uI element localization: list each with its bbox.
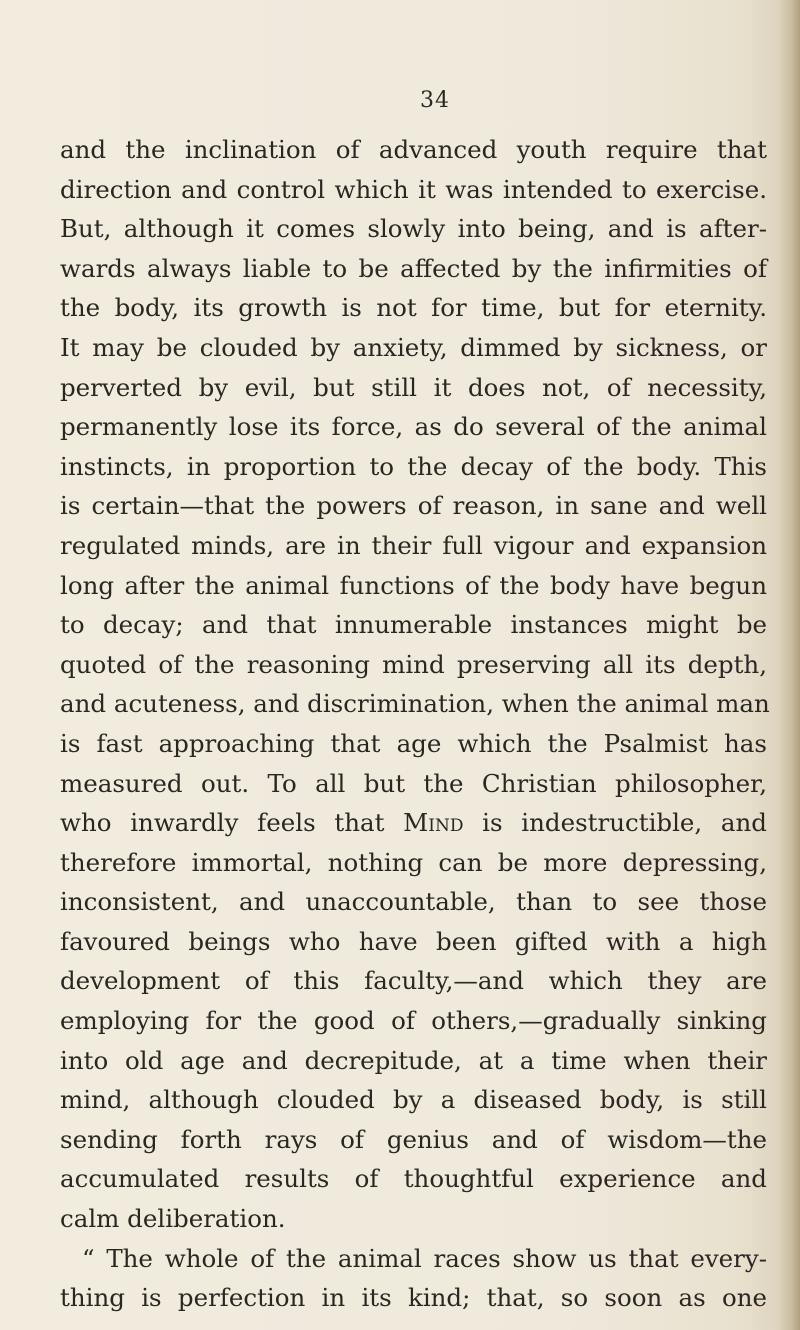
page-edge-shadow bbox=[778, 0, 800, 1330]
text-line: is certain—that the powers of reason, in sane and well bbox=[60, 491, 767, 521]
text-line: development of this faculty,—and which they are bbox=[60, 966, 767, 996]
page-number: 34 bbox=[420, 88, 450, 113]
text-line: wards always liable to be affected by the infirmities of bbox=[60, 253, 767, 283]
text-line: It may be clouded by anxiety, dimmed by sickness, or bbox=[60, 332, 767, 362]
text-line bbox=[60, 803, 767, 843]
text-line: instincts, in proportion to the decay of the body. This bbox=[60, 451, 767, 481]
text-line: employing for the good of others,—gradually sinking bbox=[60, 1006, 767, 1036]
text-line: long after the animal functions of the body have begun bbox=[60, 570, 767, 600]
text-line: quoted of the reasoning mind preserving all its depth, bbox=[60, 649, 767, 679]
text-segment: who inwardly feels that bbox=[60, 808, 404, 838]
body-text bbox=[60, 130, 770, 1318]
text-line: and the inclination of advanced youth require that bbox=[60, 135, 767, 164]
text-line: sending forth rays of genius and of wisdom—the bbox=[60, 1124, 767, 1154]
text-line: and acuteness, and discrimination, when the animal man bbox=[60, 689, 770, 719]
text-line: inconsistent, and unaccountable, than to see those bbox=[60, 887, 767, 917]
text-line: mind, although clouded by a diseased body, is still bbox=[60, 1085, 767, 1115]
text-line: permanently lose its force, as do several of the animal bbox=[60, 412, 767, 442]
text-line: therefore immortal, nothing can be more depressing, bbox=[60, 847, 767, 877]
text-line: favoured beings who have been gifted with a high bbox=[60, 926, 767, 956]
text-line: to decay; and that innumerable instances might be bbox=[60, 610, 767, 640]
text-line: measured out. To all but the Christian philosopher, bbox=[60, 768, 767, 798]
text-line: calm deliberation. bbox=[60, 1204, 286, 1234]
text-line: is fast approaching that age which the Psalmist has bbox=[60, 728, 767, 758]
text-line: into old age and decrepitude, at a time when their bbox=[60, 1045, 767, 1075]
text-line: perverted by evil, but still it does not, of necessity, bbox=[60, 372, 767, 402]
text-line: accumulated results of thoughtful experience and bbox=[60, 1164, 767, 1194]
text-line: direction and control which it was intended to exercise. bbox=[60, 174, 767, 204]
text-line: thing is perfection in its kind; that, so soon as one bbox=[60, 1283, 767, 1313]
text-line: the body, its growth is not for time, but for eternity. bbox=[60, 293, 767, 323]
text-line: regulated minds, are in their full vigour and expansion bbox=[60, 530, 767, 560]
text-line: But, although it comes slowly into being, and is after- bbox=[60, 214, 767, 244]
small-caps-word: Mind bbox=[403, 808, 464, 838]
text-segment: is indestructible, and bbox=[463, 808, 767, 838]
text-line: “ The whole of the animal races show us that every- bbox=[82, 1243, 767, 1273]
